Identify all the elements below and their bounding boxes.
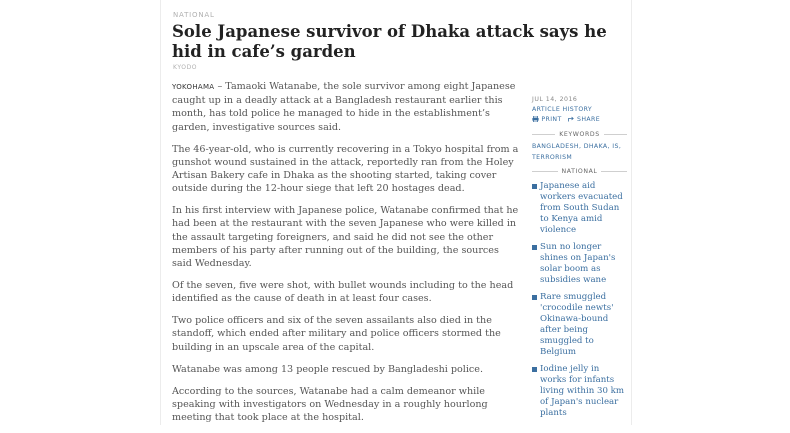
related-news-title: Japanese aid workers evacuated from South Sudan to Kenya amid violence — [540, 181, 623, 235]
share-row — [532, 115, 627, 125]
keyword-list: BANGLADESH, DHAKA, IS, TERRORISM — [532, 143, 622, 161]
related-news-title: Rare smuggled 'crocodile newts' Okinawa-bound after being smuggled to Belgium — [540, 292, 614, 357]
article-page — [160, 0, 632, 425]
keyword-link[interactable]: IS — [612, 143, 619, 150]
related-news-item[interactable] — [532, 364, 627, 419]
square-bullet-icon — [532, 295, 537, 300]
body-paragraph: Of the seven, five were shot, with bullet wounds including to the head identified as the cause of death in at least four cases. — [172, 280, 514, 305]
share-label: SHARE — [577, 116, 601, 123]
print-button[interactable] — [532, 115, 562, 125]
keyword-link[interactable]: BANGLADESH — [532, 143, 579, 150]
article-title: Sole Japanese survivor of Dhaka attack says he hid in cafe’s garden — [172, 22, 607, 61]
keywords-heading: KEYWORDS — [532, 131, 627, 138]
section-label[interactable]: NATIONAL — [173, 11, 215, 19]
source-byline: KYODO — [173, 64, 198, 71]
print-label: PRINT — [541, 116, 562, 123]
dateline: YOKOHAMA — [172, 83, 215, 91]
keyword-link[interactable]: TERRORISM — [532, 154, 573, 161]
lead-text: – Tamaoki Watanabe, the sole survivor among eight Japanese caught up in a deadly attack at a Bangladesh restaurant earlier this month, has told police he managed to hide in the establishment’s garden, investigative sources said. — [172, 81, 516, 133]
related-news-title: Sun no longer shines on Japan's solar boom as subsidies wane — [540, 242, 616, 285]
square-bullet-icon — [532, 367, 537, 372]
keyword-link[interactable]: DHAKA — [583, 143, 608, 150]
body-paragraph: In his first interview with Japanese police, Watanabe confirmed that he had been at the restaurant with the seven Japanese who were killed in the assault targeting foreigners, and said he did not see the other members of his party after running out of the building, the sources said Wednesday. — [172, 205, 519, 270]
related-news-item[interactable] — [532, 242, 627, 286]
publish-date: JUL 14, 2016 — [532, 96, 578, 103]
national-heading: NATIONAL — [532, 168, 627, 175]
body-paragraph: According to the sources, Watanabe had a calm demeanor while speaking with investigators on Wednesday in a roughly hourlong meeting that took place at the hospital. — [172, 385, 488, 424]
related-news-item[interactable] — [532, 292, 627, 358]
related-news-item[interactable] — [532, 181, 627, 236]
share-icon — [568, 116, 575, 122]
related-news-title: Iodine jelly in works for infants living within 30 km of Japan's nuclear plants — [540, 364, 624, 418]
share-button[interactable] — [568, 115, 600, 125]
square-bullet-icon — [532, 245, 537, 250]
printer-icon — [532, 116, 539, 122]
lead-paragraph — [172, 80, 519, 134]
related-news-list — [532, 181, 627, 419]
body-paragraph: Two police officers and six of the seven assailants also died in the standoff, which ended after military and police officers stormed the building in an upscale area of the capital. — [172, 315, 501, 353]
body-paragraph: The 46-year-old, who is currently recovering in a Tokyo hospital from a gunshot wound sustained in the attack, reportedly ran from the Holey Artisan Bakery cafe in Dhaka as the shooting started, taking cover outside during the 12-hour siege that left 20 hostages dead. — [172, 143, 519, 195]
article-body — [172, 80, 519, 433]
article-sidebar — [532, 95, 627, 425]
article-history-link[interactable]: ARTICLE HISTORY — [532, 106, 593, 113]
body-paragraph: Watanabe was among 13 people rescued by Bangladeshi police. — [172, 363, 484, 375]
square-bullet-icon — [532, 184, 537, 189]
